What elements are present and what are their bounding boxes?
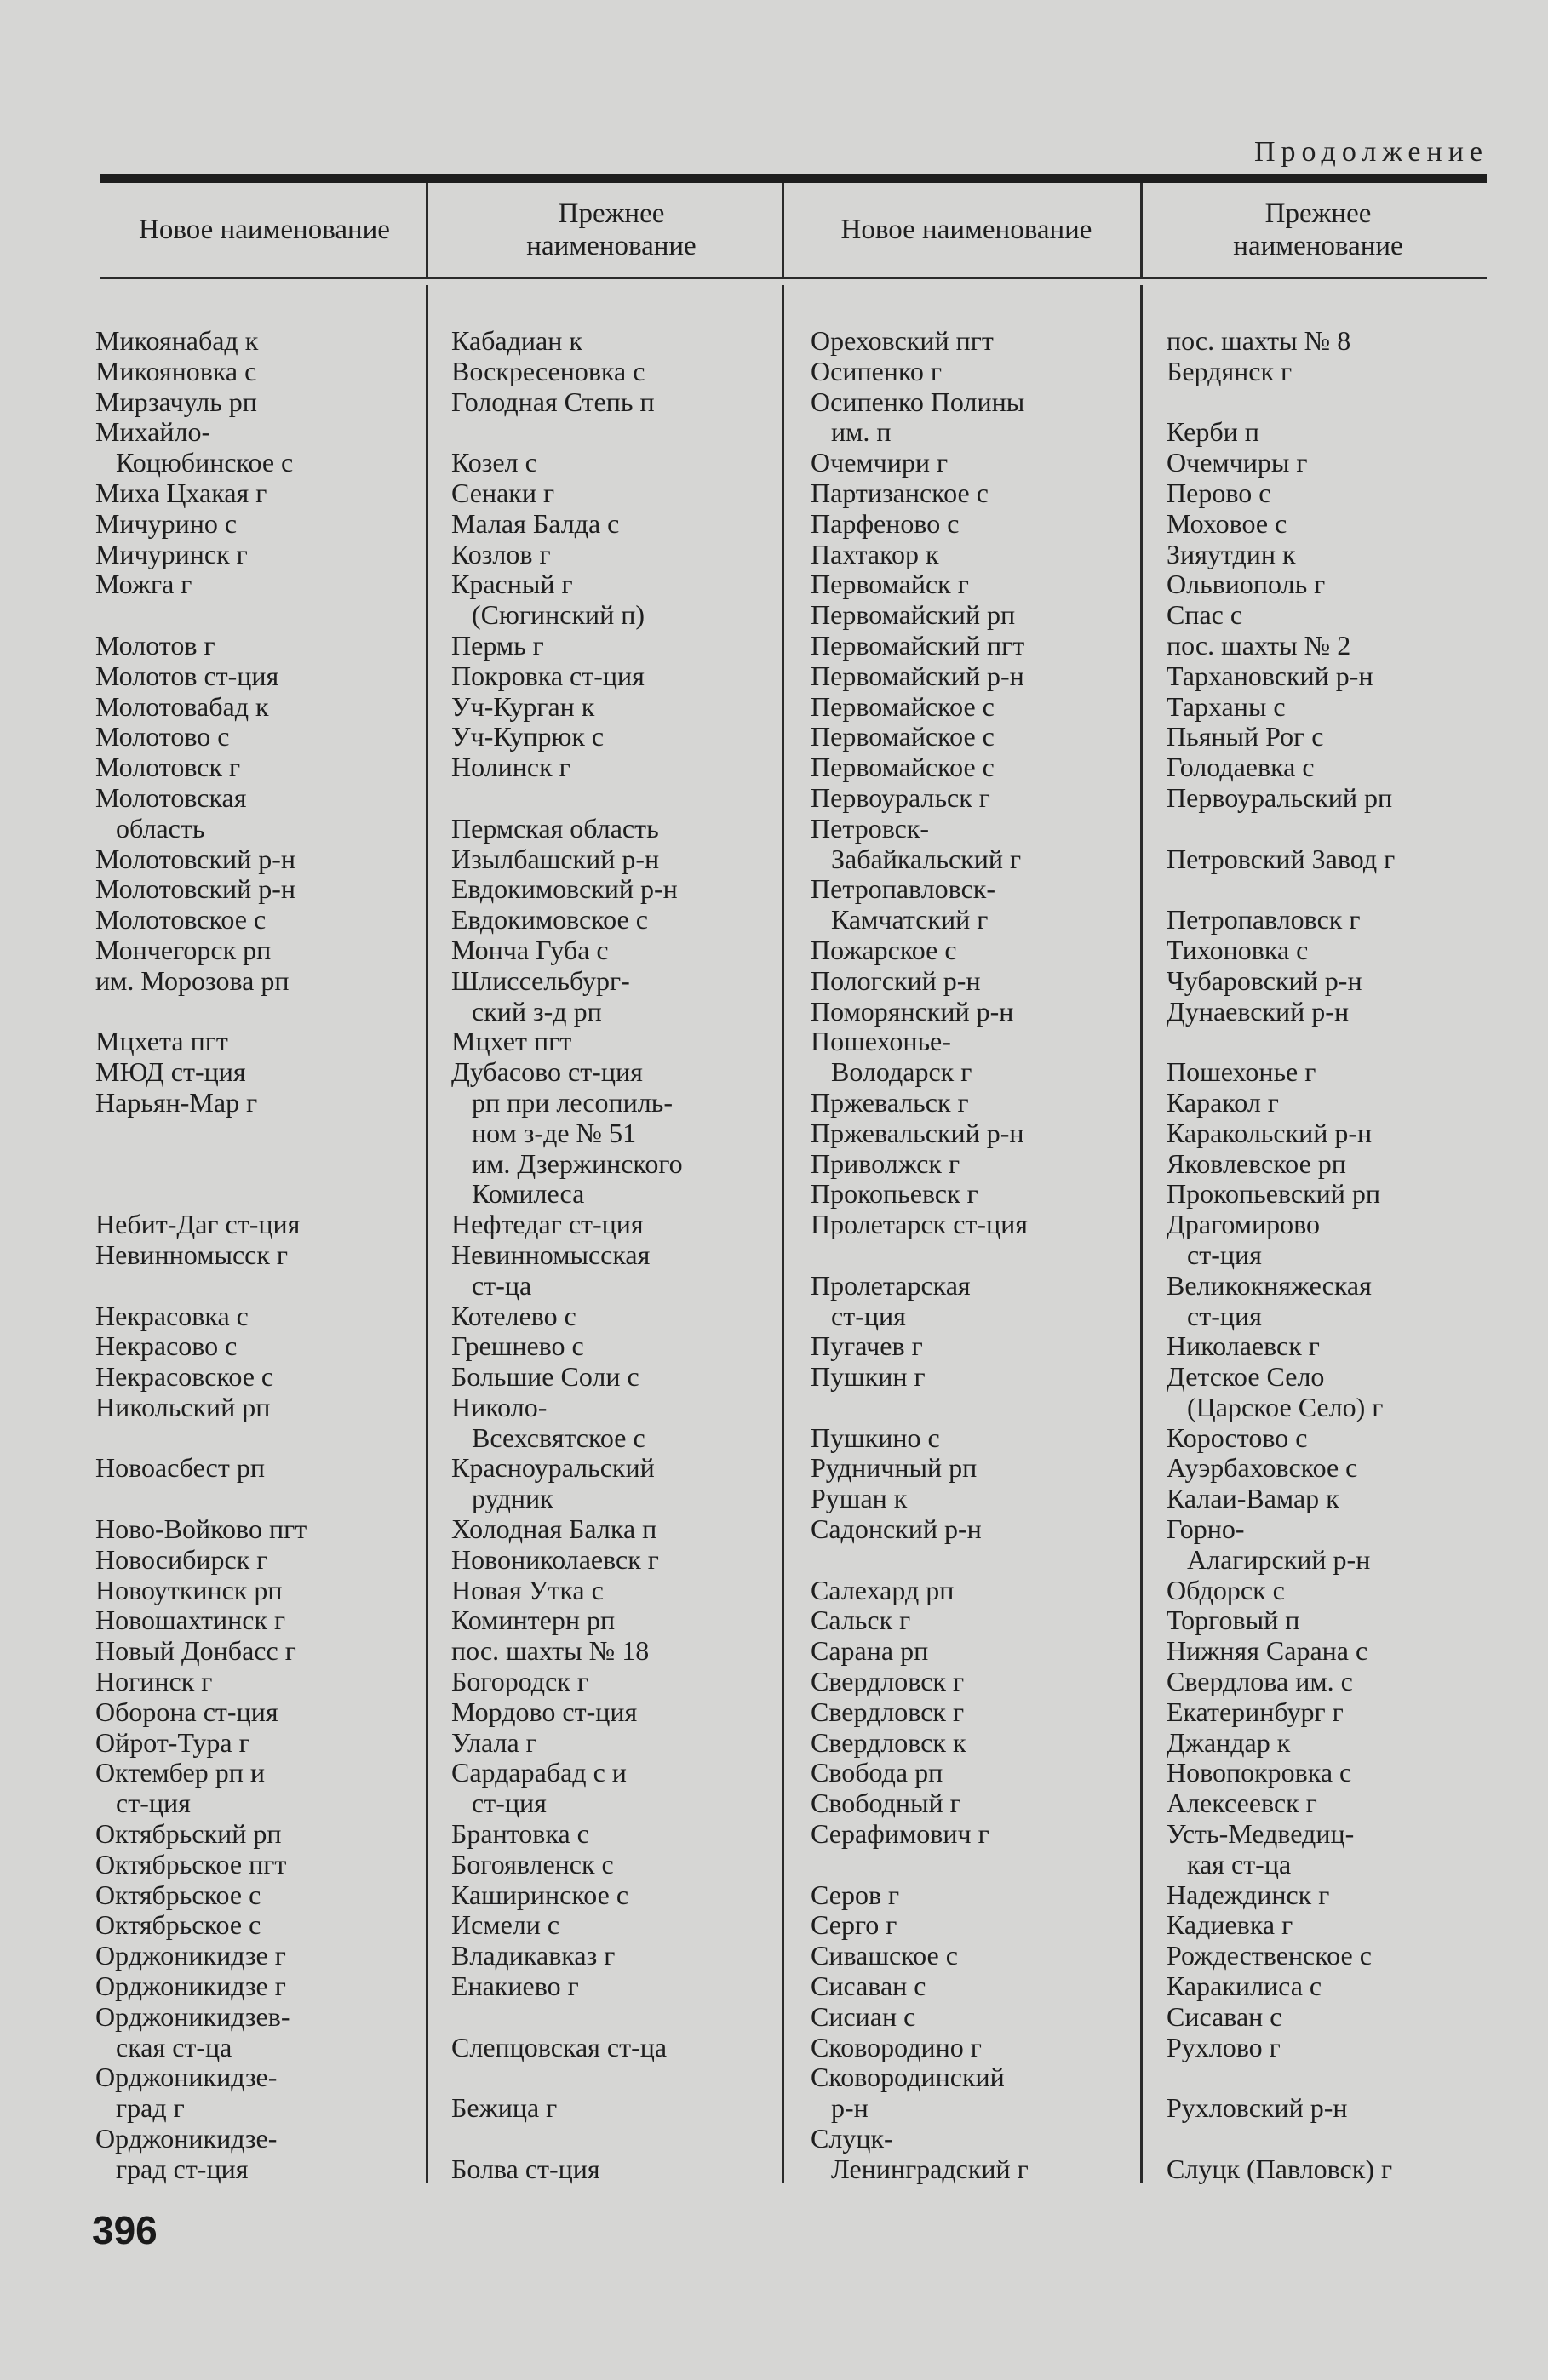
table-cell [811, 1240, 1138, 1271]
table-cell: Горно- [1167, 1514, 1245, 1545]
table-cell: ский з-д рп [451, 996, 602, 1027]
table-cell: Воскресеновка с [451, 356, 645, 386]
table-cell: Пугачев г [811, 1331, 923, 1362]
table-cell: Козлов г [451, 539, 551, 569]
table-cell: Молотовский р-н [95, 844, 296, 874]
table-cell: Владикавказ г [451, 1941, 616, 1971]
table-cell: Калаи-Вамар к [1167, 1484, 1339, 1514]
table-cell: Прокопьевск г [811, 1179, 978, 1210]
table-cell: Оборона ст-ция [95, 1696, 278, 1727]
table-cell: Новониколаевск г [451, 1544, 659, 1575]
table-cell: Сисаван с [811, 1971, 926, 2002]
table-cell: Тихоновка с [1167, 935, 1309, 965]
table-cell: Кадиевка г [1167, 1910, 1293, 1941]
table-cell: Нижняя Сарана с [1167, 1636, 1368, 1667]
table-cell: рп при лесопиль- [451, 1087, 674, 1118]
table-cell: Октябрьское с [95, 1910, 261, 1941]
table-cell: Изылбашский р-н [451, 844, 660, 874]
table-cell: Петропавловск- [811, 874, 995, 905]
table-cell: Первомайский р-н [811, 661, 1024, 691]
header-new-name-1: Новое наименование [139, 215, 390, 245]
table-cell: кая ст-ца [1167, 1849, 1292, 1879]
table-cell: Молотовабад к [95, 691, 269, 722]
table-cell: Садонский р-н [811, 1514, 982, 1545]
table-cell: Микоянабад к [95, 326, 259, 356]
table-cell: Орджоникидзе- [95, 2124, 278, 2154]
table-cell: ст-ция [1167, 1239, 1262, 1270]
table-cell: (Сюгинский п) [451, 600, 645, 631]
table-cell: Пржевальский р-н [811, 1118, 1024, 1148]
table-cell: Усть-Медведиц- [1167, 1819, 1355, 1850]
table-cell: Молотовское с [95, 905, 267, 935]
column-divider-1 [426, 285, 428, 2183]
table-cell: Коминтерн рп [451, 1605, 616, 1636]
table-cell: Мцхет пгт [451, 1027, 572, 1057]
table-cell: град ст-ция [95, 2154, 249, 2184]
table-cell: рудник [451, 1484, 553, 1514]
table-cell: Петровск- [811, 813, 930, 844]
table-cell: Рухлово г [1167, 2032, 1281, 2062]
table-cell: Свобода рп [811, 1758, 943, 1788]
table-cell: Первомайское с [811, 722, 995, 752]
table-cell: Коростово с [1167, 1422, 1308, 1453]
table-cell: Яковлевское рп [1167, 1148, 1346, 1179]
table-cell: Зияутдин к [1167, 539, 1296, 569]
table-cell: Голодаевка с [1167, 752, 1315, 783]
table-cell: Свердлова им. с [1167, 1667, 1353, 1697]
table-cell: Великокняжеская [1167, 1270, 1372, 1301]
table-cell: Ойрот-Тура г [95, 1727, 250, 1758]
table-cell: Джандар к [1167, 1727, 1291, 1758]
table-cell: Голодная Степь п [451, 386, 655, 417]
table-cell: Салехард рп [811, 1575, 955, 1605]
table-cell: Чубаровский р-н [1167, 965, 1362, 996]
table-cell: Козел с [451, 448, 537, 478]
table-cell: Мцхета пгт [95, 1027, 228, 1057]
table-cell: Первомайское с [811, 752, 995, 783]
table-cell: Первомайский рп [811, 600, 1016, 631]
table-cell: Некрасовка с [95, 1301, 249, 1331]
table-cell: Моховое с [1167, 508, 1287, 539]
table-cell: Всехсвятское с [451, 1422, 645, 1453]
table-cell: Мончегорск рп [95, 935, 272, 965]
table-cell [95, 1179, 423, 1210]
table-cell [1167, 1027, 1494, 1057]
table-cell: Нолинск г [451, 752, 570, 783]
table-cell [451, 2124, 779, 2154]
table-cell: Молотов г [95, 630, 215, 661]
table-cell: ская ст-ца [95, 2032, 232, 2062]
table-cell: Свердловск к [811, 1727, 966, 1758]
table-cell: Октябрьский рп [95, 1819, 282, 1850]
table-cell: Малая Балда с [451, 508, 620, 539]
table-cell: Камчатский г [811, 905, 989, 935]
table-cell: Котелево с [451, 1301, 576, 1331]
table-cell [811, 1393, 1138, 1423]
table-cell: Молотово с [95, 722, 230, 752]
table-cell: Торговый п [1167, 1605, 1300, 1636]
table-cell: Пушкин г [811, 1362, 926, 1393]
table-cell: Орджоникидзев- [95, 2001, 290, 2032]
table-cell: Ореховский пгт [811, 326, 994, 356]
table-cell: Первомайск г [811, 569, 969, 600]
table-cell: Рудничный рп [811, 1453, 978, 1484]
column-old-names-right [1167, 326, 1494, 2185]
table-cell: Приволжск г [811, 1148, 960, 1179]
column-divider-3 [1140, 285, 1143, 2183]
table-cell: Пермь г [451, 630, 544, 661]
table-cell: Молотовская [95, 782, 247, 813]
table-cell: Нефтедаг ст-ция [451, 1210, 644, 1240]
table-cell: (Царское Село) г [1167, 1392, 1384, 1422]
table-cell: Сардарабад с и [451, 1758, 627, 1788]
table-cell: Михайло- [95, 417, 211, 448]
table-cell: Володарск г [811, 1057, 972, 1088]
table-cell: Бежица г [451, 2093, 558, 2124]
table-cell: Пошехонье г [1167, 1057, 1316, 1088]
table-cell: Сальск г [811, 1605, 911, 1636]
table-cell: Богоявленск с [451, 1849, 614, 1879]
table-cell: Богородск г [451, 1667, 588, 1697]
table-header [100, 183, 1487, 277]
table-cell: Молотовский р-н [95, 874, 296, 905]
table-cell: Пахтакор к [811, 539, 939, 569]
table-cell: Можга г [95, 569, 192, 600]
table-cell: Пролетарск ст-ция [811, 1210, 1028, 1240]
table-cell: Евдокимовское с [451, 905, 648, 935]
table-cell: Красноуральский [451, 1453, 655, 1484]
table-cell: Нарьян-Мар г [95, 1087, 258, 1118]
table-cell: Сковородино г [811, 2032, 982, 2062]
table-cell: Каширинское с [451, 1879, 629, 1910]
table-cell: пос. шахты № 2 [1167, 630, 1351, 661]
table-cell: область [95, 813, 205, 844]
table-cell: Очемчири г [811, 448, 949, 478]
table-cell: Слуцк (Павловск) г [1167, 2154, 1393, 2184]
table-cell: Детское Село [1167, 1362, 1325, 1393]
table-cell: Осипенко Полины [811, 386, 1025, 417]
header-new-name-2: Новое наименование [840, 215, 1092, 245]
table-cell: Мордово ст-ция [451, 1696, 638, 1727]
table-cell: ст-ция [811, 1301, 906, 1331]
table-cell: Николаевск г [1167, 1331, 1320, 1362]
column-divider-2 [782, 285, 784, 2183]
table-cell: Сковородинский [811, 2062, 1005, 2093]
table-cell [95, 600, 423, 631]
table-cell [1167, 874, 1494, 905]
table-cell: Покровка ст-ция [451, 661, 645, 691]
table-cell: Сивашское с [811, 1941, 958, 1971]
table-cell: Ольвиополь г [1167, 569, 1326, 600]
table-cell: Мичуринск г [95, 539, 248, 569]
table-cell: Холодная Балка п [451, 1514, 657, 1545]
table-cell: им. п [811, 417, 892, 448]
table-cell: Каракольский р-н [1167, 1118, 1373, 1148]
header-divider-3 [1140, 183, 1143, 277]
table-cell: Орджоникидзе г [95, 1941, 286, 1971]
table-cell [451, 2062, 779, 2093]
table-cell: МЮД ст-ция [95, 1057, 246, 1088]
table-cell: Мирзачуль рп [95, 386, 257, 417]
table-cell: Пржевальск г [811, 1087, 969, 1118]
table-cell: Екатеринбург г [1167, 1696, 1344, 1727]
table-cell: Пожарское с [811, 935, 957, 965]
table-cell: Спас с [1167, 600, 1243, 631]
table-cell [451, 783, 779, 814]
table-cell [1167, 814, 1494, 844]
table-cell: Сенаки г [451, 478, 555, 508]
table-cell: Алексеевск г [1167, 1788, 1317, 1819]
table-cell [1167, 387, 1494, 418]
table-cell: Невинномысская [451, 1239, 651, 1270]
table-cell: Орджоникидзе- [95, 2062, 278, 2093]
table-cell: ст-ция [451, 1788, 547, 1819]
header-divider-2 [782, 183, 784, 277]
table-cell: Болва ст-ция [451, 2154, 600, 2184]
column-old-names-left [451, 326, 779, 2185]
table-cell: им. Дзержинского [451, 1148, 683, 1179]
table-cell: Сисиан с [811, 2001, 916, 2032]
table-cell: Пролетарская [811, 1270, 971, 1301]
table-cell: Новошахтинск г [95, 1605, 286, 1636]
table-cell [811, 1850, 1138, 1880]
table-cell: ном з-де № 51 [451, 1118, 637, 1148]
table-cell: Парфеново с [811, 508, 960, 539]
table-cell: Каракол г [1167, 1087, 1279, 1118]
table-cell: Енакиево г [451, 1971, 579, 2002]
table-cell: Исмели с [451, 1910, 560, 1941]
table-cell: Монча Губа с [451, 935, 609, 965]
table-cell [95, 1423, 423, 1454]
table-cell: Комилеса [451, 1179, 585, 1210]
table-cell: Пьяный Рог с [1167, 722, 1324, 752]
column-new-names-right [811, 326, 1138, 2185]
table-cell: Бердянск г [1167, 356, 1293, 386]
table-cell: Некрасово с [95, 1331, 238, 1362]
table-cell: Новоасбест рп [95, 1453, 265, 1484]
table-cell: Тарханы с [1167, 691, 1286, 722]
table-cell: Драгомирово [1167, 1210, 1321, 1240]
table-cell: Новоуткинск рп [95, 1575, 283, 1605]
table-cell: Первомайский пгт [811, 630, 1025, 661]
table-cell: град г [95, 2093, 185, 2124]
table-cell [1167, 2124, 1494, 2154]
table-cell: им. Морозова рп [95, 965, 290, 996]
table-cell: Свободный г [811, 1788, 961, 1819]
header-old-name-1: Прежнее наименование [526, 198, 697, 261]
table-cell: Новосибирск г [95, 1544, 268, 1575]
table-cell: Алагирский р-н [1167, 1544, 1371, 1575]
table-cell: Ногинск г [95, 1667, 213, 1697]
table-cell [811, 1545, 1138, 1576]
table-cell: Новый Донбасс г [95, 1636, 296, 1667]
table-cell: Обдорск с [1167, 1575, 1285, 1605]
table-cell: Грешнево с [451, 1331, 584, 1362]
header-divider-1 [426, 183, 428, 277]
table-cell: Сисаван с [1167, 2001, 1282, 2032]
table-cell: Забайкальский г [811, 844, 1022, 874]
table-cell: Николо- [451, 1392, 548, 1422]
table-cell: Осипенко г [811, 356, 942, 386]
table-cell: Некрасовское с [95, 1362, 274, 1393]
table-cell: Каракилиса с [1167, 1971, 1322, 2002]
table-cell: Сарана рп [811, 1636, 929, 1667]
table-cell: Слепцовская ст-ца [451, 2032, 668, 2062]
table-cell: Октябрьское с [95, 1879, 261, 1910]
table-cell [95, 1484, 423, 1514]
table-cell: Красный г [451, 569, 573, 600]
table-cell: Пермская область [451, 813, 659, 844]
table-cell: ст-ция [95, 1788, 191, 1819]
table-cell: Очемчиры г [1167, 448, 1308, 478]
table-cell: Большие Соли с [451, 1362, 639, 1393]
table-cell: Никольский рп [95, 1392, 271, 1422]
table-cell: Небит-Даг ст-ция [95, 1210, 301, 1240]
table-cell: Ново-Войково пгт [95, 1514, 307, 1545]
header-old-name-2: Прежнее наименование [1233, 198, 1403, 261]
table-cell: Надеждинск г [1167, 1879, 1330, 1910]
table-cell [95, 1118, 423, 1149]
table-cell [95, 1271, 423, 1302]
table-cell: Первоуральский рп [1167, 782, 1393, 813]
table-cell: Молотов ст-ция [95, 661, 279, 691]
table-cell: Пологский р-н [811, 965, 981, 996]
table-cell: Мичурино с [95, 508, 238, 539]
table-cell: Невинномысск г [95, 1239, 289, 1270]
table-cell: Миха Цхакая г [95, 478, 267, 508]
table-cell: Петропавловск г [1167, 905, 1361, 935]
table-cell: Партизанское с [811, 478, 989, 508]
table-cell: Свердловск г [811, 1667, 965, 1697]
column-new-names-left [95, 326, 423, 2185]
table-cell: пос. шахты № 8 [1167, 326, 1351, 356]
table-cell: Керби п [1167, 417, 1259, 448]
table-cell: пос. шахты № 18 [451, 1636, 650, 1667]
table-cell: Серов г [811, 1879, 900, 1910]
table-top-rule [100, 174, 1487, 183]
table-cell: Рушан к [811, 1484, 908, 1514]
table-cell: Коцюбинское с [95, 448, 294, 478]
table-cell: Уч-Курган к [451, 691, 595, 722]
table-cell: Улала г [451, 1727, 537, 1758]
table-cell: Первомайское с [811, 691, 995, 722]
table-cell: Октембер рп и [95, 1758, 265, 1788]
table-cell: Орджоникидзе г [95, 1971, 286, 2002]
header-bottom-rule [100, 277, 1487, 279]
table-cell: р-н [811, 2093, 869, 2124]
table-cell: Перово с [1167, 478, 1271, 508]
table-cell: Новая Утка с [451, 1575, 604, 1605]
table-cell: Поморянский р-н [811, 996, 1014, 1027]
table-cell: Слуцк- [811, 2124, 893, 2154]
table-cell [95, 1149, 423, 1180]
table-cell: Новопокровка с [1167, 1758, 1352, 1788]
table-cell: Серго г [811, 1910, 897, 1941]
table-cell: Серафимович г [811, 1819, 989, 1850]
table-cell: Свердловск г [811, 1696, 965, 1727]
table-cell: Евдокимовский р-н [451, 874, 678, 905]
table-cell [95, 997, 423, 1027]
table-cell: Дунаевский р-н [1167, 996, 1350, 1027]
continuation-label: Продолжение [1253, 136, 1488, 168]
table-cell: Первоуральск г [811, 782, 990, 813]
table-cell: ст-ция [1167, 1301, 1262, 1331]
table-cell: Молотовск г [95, 752, 241, 783]
table-cell: Пошехонье- [811, 1027, 951, 1057]
table-cell: Октябрьское пгт [95, 1849, 287, 1879]
table-cell: Петровский Завод г [1167, 844, 1396, 874]
table-cell: Кабадиан к [451, 326, 582, 356]
table-cell: ст-ца [451, 1270, 532, 1301]
table-cell: Пушкино с [811, 1422, 940, 1453]
table-cell: Микояновка с [95, 356, 257, 386]
table-cell: Рождественское с [1167, 1941, 1372, 1971]
table-cell: Ауэрбаховское с [1167, 1453, 1358, 1484]
table-cell: Тархановский р-н [1167, 661, 1373, 691]
table-cell: Брантовка с [451, 1819, 589, 1850]
table-cell [1167, 2062, 1494, 2093]
table-cell [451, 417, 779, 448]
table-cell: Дубасово ст-ция [451, 1057, 643, 1088]
table-cell: Ленинградский г [811, 2154, 1029, 2184]
table-cell: Прокопьевский рп [1167, 1179, 1380, 1210]
table-cell [451, 2002, 779, 2033]
table-cell: Шлиссельбург- [451, 965, 630, 996]
page-number: 396 [92, 2208, 158, 2252]
table-cell: Уч-Купрюк с [451, 722, 605, 752]
table-cell: Рухловский р-н [1167, 2093, 1348, 2124]
